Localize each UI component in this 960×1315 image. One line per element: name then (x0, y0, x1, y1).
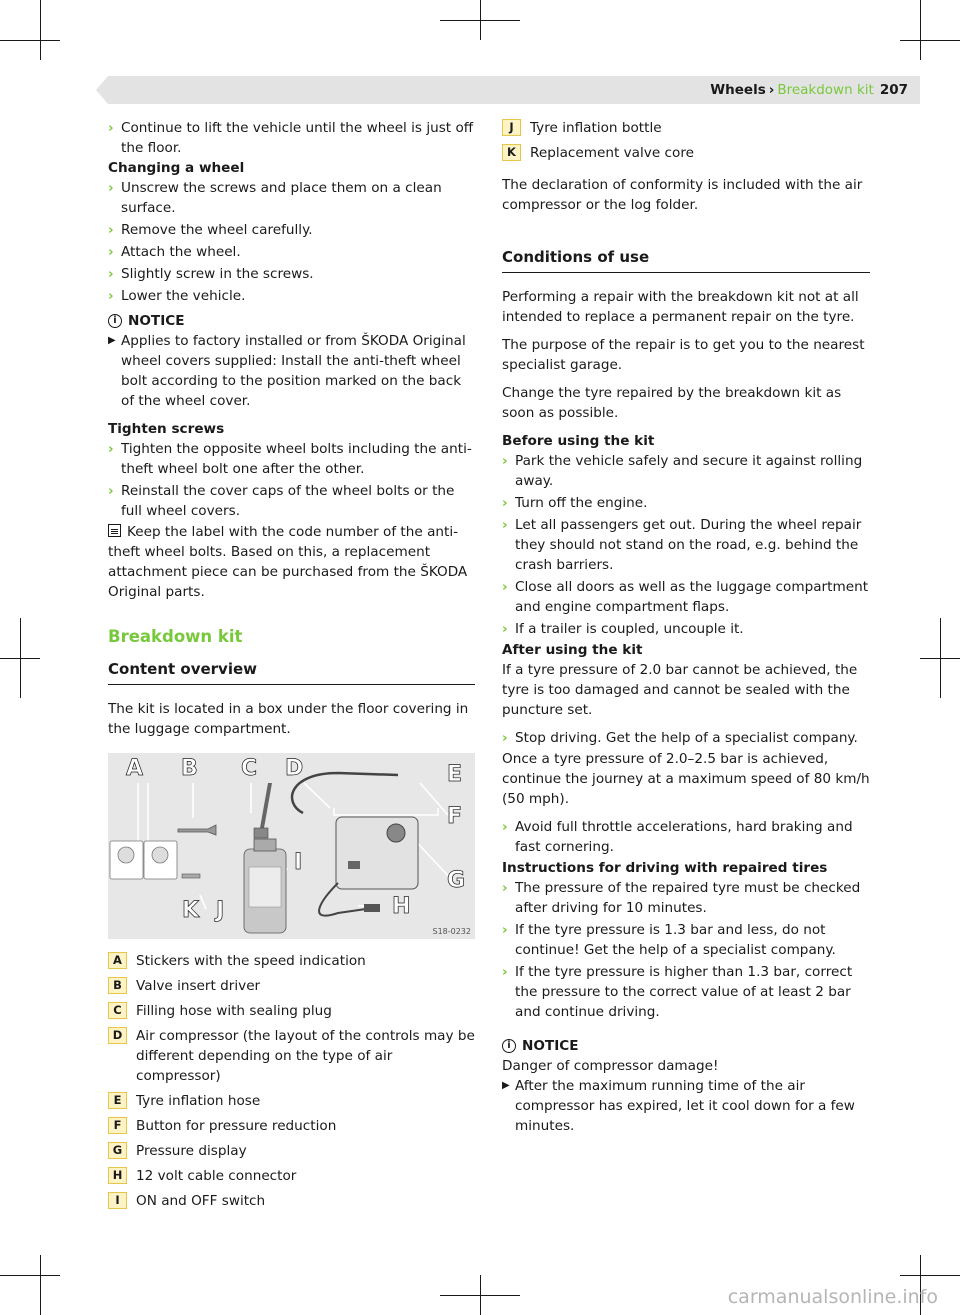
crop-mark (900, 1275, 960, 1276)
subheading-instructions: Instructions for driving with repaired tires (502, 860, 828, 876)
crop-mark (0, 40, 60, 41)
chevron-icon: › (108, 120, 114, 136)
list-item: › Close all doors as well as the luggage compartment and engine compartment flaps. (502, 579, 869, 615)
legend-row: E Tyre inflation hose (108, 1091, 475, 1111)
crop-mark (0, 1275, 60, 1276)
triangle-bullet-icon: ▶ (108, 335, 116, 346)
conditions-paragraph: The purpose of the repair is to get you to the nearest specialist garage. (502, 337, 865, 373)
notice-heading: i NOTICE (502, 1036, 870, 1056)
list-item: › Reinstall the cover caps of the wheel bolts or the full wheel covers. (108, 483, 455, 519)
note-paragraph: Keep the label with the code number of the anti-theft wheel bolts. Based on this, a replacement attachment piece can be purchased from the ŠKODA Original parts. (108, 524, 468, 600)
list-item: › Turn off the engine. (502, 495, 648, 511)
figure-label-J: J (216, 898, 225, 923)
figure-label-K: K (182, 898, 200, 923)
chevron-icon: › (108, 180, 114, 196)
watermark: carmanualsonline.info (727, 1286, 938, 1308)
crop-mark (40, 0, 41, 60)
legend-label: J (502, 119, 521, 136)
legend-label: E (108, 1092, 127, 1109)
chevron-icon: › (502, 880, 508, 896)
compressor (336, 817, 418, 889)
figure-label-I: I (294, 850, 303, 875)
list-item: › If the tyre pressure is 1.3 bar and less, do not continue! Get the help of a specialist company. (502, 922, 836, 958)
crop-mark (900, 40, 960, 41)
heading-conditions-of-use: Conditions of use (502, 247, 870, 273)
info-icon: i (502, 1039, 516, 1053)
valve-driver (178, 825, 216, 835)
chevron-icon: › (108, 288, 114, 304)
filling-hose (260, 783, 272, 828)
list-item: › Park the vehicle safely and secure it against rolling away. (502, 453, 863, 489)
figure-label-C: C (241, 756, 258, 781)
valve-core (182, 874, 200, 878)
legend-label: B (108, 977, 127, 994)
list-item: › Stop driving. Get the help of a specialist company. (502, 730, 858, 746)
figure-label-E: E (447, 762, 463, 787)
info-icon: i (108, 314, 122, 328)
figure-label-G: G (447, 868, 466, 893)
chevron-icon: › (502, 495, 508, 511)
conditions-paragraph: Change the tyre repaired by the breakdown kit as soon as possible. (502, 385, 842, 421)
breakdown-kit-figure (108, 753, 475, 939)
right-column (502, 118, 870, 1136)
crop-mark (440, 1295, 520, 1296)
legend-row: I ON and OFF switch (108, 1191, 475, 1211)
chevron-icon: › (502, 964, 508, 980)
content-overview-text: The kit is located in a box under the floor covering in the luggage compartment. (108, 701, 469, 737)
list-item: › Avoid full throttle accelerations, hard braking and fast cornering. (502, 819, 853, 855)
compressor-hose (292, 773, 398, 813)
legend-row: G Pressure display (108, 1141, 475, 1161)
list-item: › Lower the vehicle. (108, 288, 246, 304)
conditions-paragraph: Performing a repair with the breakdown kit not at all intended to replace a permanent repair on the tyre. (502, 289, 859, 325)
crop-mark (0, 658, 40, 659)
figure-label-A: A (126, 756, 144, 781)
list-item: › Tighten the opposite wheel bolts including the anti-theft wheel bolt one after the other. (108, 441, 472, 477)
legend-row: H 12 volt cable connector (108, 1166, 475, 1186)
notice-intro: Danger of compressor damage! (502, 1058, 719, 1074)
list-item: › Unscrew the screws and place them on a clean surface. (108, 180, 442, 216)
declaration-text: The declaration of conformity is included with the air compressor or the log folder. (502, 177, 863, 213)
running-header (710, 80, 908, 100)
legend-label: F (108, 1117, 127, 1134)
chevron-icon: › (108, 244, 114, 260)
after-text: If a tyre pressure of 2.0 bar cannot be achieved, the tyre is too damaged and cannot be sealed with the puncture set. (502, 662, 858, 718)
crop-mark (920, 658, 960, 659)
chevron-icon: › (502, 453, 508, 469)
chevron-icon: › (502, 517, 508, 533)
chevron-icon: › (502, 579, 508, 595)
triangle-bullet-icon: ▶ (502, 1080, 510, 1091)
list-item: › If the tyre pressure is higher than 1.3 bar, correct the pressure to the correct value of at least 2 bar and continue driving. (502, 964, 853, 1020)
crop-mark (440, 20, 520, 21)
chevron-icon: › (108, 222, 114, 238)
subheading-after: After using the kit (502, 642, 643, 658)
legend-label: D (108, 1027, 127, 1044)
list-item: › Slightly screw in the screws. (108, 266, 314, 282)
chevron-icon: › (108, 441, 114, 457)
heading-content-overview: Content overview (108, 659, 475, 685)
chevron-icon: › (502, 819, 508, 835)
figure-code: S18-0232 (432, 927, 471, 936)
legend-label: K (502, 144, 521, 161)
list-item: › Continue to lift the vehicle until the wheel is just off the floor. (108, 120, 474, 156)
chevron-icon: › (502, 922, 508, 938)
notice-heading: i NOTICE (108, 311, 475, 331)
list-item: › Let all passengers get out. During the wheel repair they should not stand on the road, e.g. behind the crash barriers. (502, 517, 862, 573)
legend-row: C Filling hose with sealing plug (108, 1001, 475, 1021)
subheading-before: Before using the kit (502, 433, 655, 449)
sticker-cards (110, 841, 177, 879)
list-item: › The pressure of the repaired tyre must be checked after driving for 10 minutes. (502, 880, 861, 916)
list-item: › If a trailer is coupled, uncouple it. (502, 621, 744, 637)
header-section: Wheels (710, 82, 766, 98)
chevron-icon: › (502, 621, 508, 637)
figure-label-F: F (447, 804, 463, 829)
left-column (108, 118, 475, 1216)
crop-mark (920, 0, 921, 60)
figure-label-B: B (181, 756, 198, 781)
header-separator: › (768, 82, 775, 98)
after-paragraph: Once a tyre pressure of 2.0–2.5 bar is achieved, continue the journey at a maximum speed of 80 km/h (50 mph). (502, 751, 870, 807)
legend-row: F Button for pressure reduction (108, 1116, 475, 1136)
legend-row: J Tyre inflation bottle (502, 118, 870, 138)
section-title-breakdown-kit: Breakdown kit (108, 627, 243, 646)
subheading-changing: Changing a wheel (108, 160, 245, 176)
legend-label: I (108, 1192, 127, 1209)
legend-row: D Air compressor (the layout of the controls may be different depending on the type of air compressor) (108, 1026, 475, 1086)
legend-label: H (108, 1167, 127, 1184)
legend-row: A Stickers with the speed indication (108, 951, 475, 971)
note-icon (108, 524, 121, 537)
legend-label: C (108, 1002, 127, 1019)
notice-item: ▶ After the maximum running time of the air compressor has expired, let it cool down for a few minutes. (502, 1078, 855, 1134)
list-item: › Remove the wheel carefully. (108, 222, 313, 238)
chevron-icon: › (502, 730, 508, 746)
figure-label-D: D (285, 756, 304, 781)
chevron-icon: › (108, 266, 114, 282)
chevron-icon: › (108, 483, 114, 499)
legend-label: A (108, 952, 127, 969)
crop-mark (40, 1255, 41, 1315)
header-subsection: Breakdown kit (777, 82, 874, 98)
legend-label: G (108, 1142, 127, 1159)
list-item: › Attach the wheel. (108, 244, 241, 260)
subheading-tighten: Tighten screws (108, 421, 225, 437)
legend-row: B Valve insert driver (108, 976, 475, 996)
legend-row: K Replacement valve core (502, 143, 870, 163)
page-number: 207 (879, 82, 908, 98)
notice-item: ▶ Applies to factory installed or from ŠKODA Original wheel covers supplied: Install the anti-theft wheel bolt according to the position marked on the back of the wheel cover. (108, 333, 466, 409)
figure-label-H: H (392, 894, 411, 919)
